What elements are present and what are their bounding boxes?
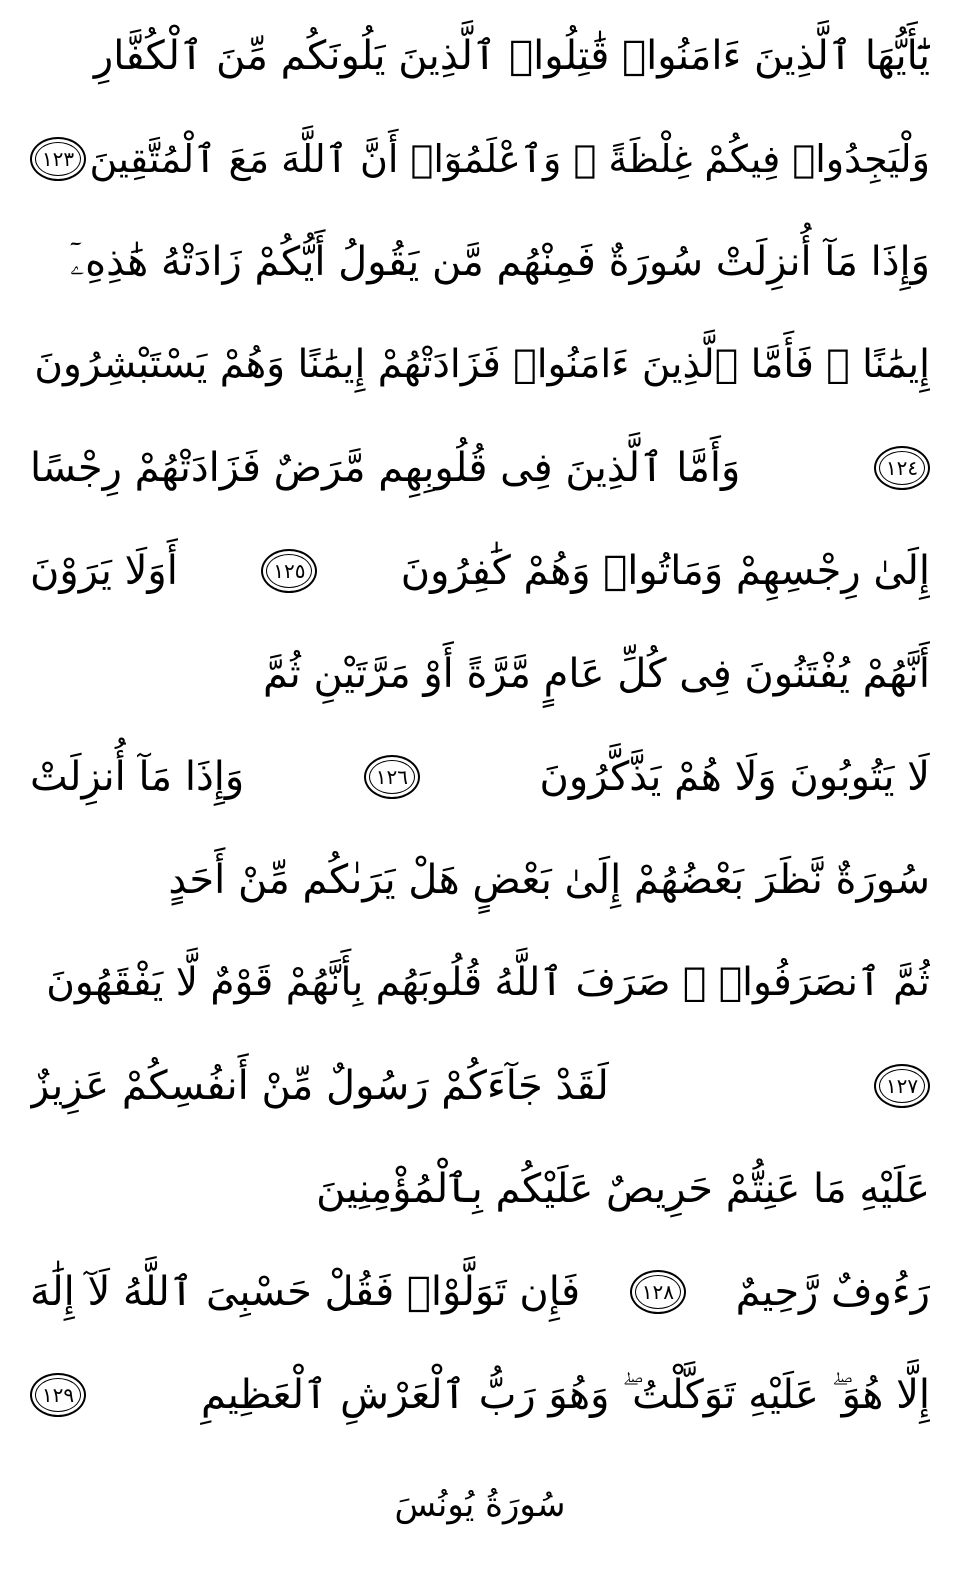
- ayah-number-marker: ١٢٩: [30, 1373, 86, 1417]
- verse-line: [30, 313, 930, 416]
- verse-text: وَإِذَا مَآ أُنزِلَتْ: [30, 753, 245, 800]
- ayah-number-marker: ١٢٤: [874, 446, 930, 490]
- verse-text: أَنَّهُمْ يُفْتَنُونَ فِى كُلِّ عَامٍ مَّرَّةً أَوْ مَرَّتَيْنِ ثُمَّ: [263, 650, 930, 697]
- verse-line: [30, 416, 930, 519]
- verse-text: وَإِذَا مَآ أُنزِلَتْ سُورَةٌ فَمِنْهُم مَّن يَقُولُ أَيُّكُمْ زَادَتْهُ هَٰذِهِۦٓ: [69, 238, 930, 285]
- verse-line: [30, 519, 930, 622]
- sura-title: سُورَةُ يُونُسَ: [394, 1485, 566, 1525]
- ayah-number-marker: ١٢٥: [261, 549, 317, 593]
- ayah-number-marker: ١٢٦: [364, 755, 420, 799]
- verse-line: [30, 1343, 930, 1446]
- verse-text: وَأَمَّا ٱلَّذِينَ فِى قُلُوبِهِم مَّرَضٌ فَزَادَتْهُمْ رِجْسًا: [30, 444, 741, 491]
- verse-line: [30, 622, 930, 725]
- ayah-number-marker: ١٢٨: [630, 1270, 686, 1314]
- verse-line: [30, 1240, 930, 1343]
- verse-text: لَقَدْ جَآءَكُمْ رَسُولٌ مِّنْ أَنفُسِكُمْ عَزِيزٌ: [30, 1062, 609, 1109]
- verse-line: [30, 1034, 930, 1137]
- verse-text: إِيمَٰنًا ۚ فَأَمَّا ٱلَّذِينَ ءَامَنُوا۟ فَزَادَتْهُمْ إِيمَٰنًا وَهُمْ يَسْتَبْشِرُونَ: [34, 342, 930, 387]
- verse-text: وَلْيَجِدُوا۟ فِيكُمْ غِلْظَةً ۚ وَٱعْلَمُوٓا۟ أَنَّ ٱللَّهَ مَعَ ٱلْمُتَّقِينَ: [89, 136, 930, 181]
- verse-text: أَوَلَا يَرَوْنَ: [30, 547, 178, 594]
- verse-line: [30, 931, 930, 1034]
- ayah-number-marker: ١٢٣: [30, 137, 86, 181]
- verse-text: ثُمَّ ٱنصَرَفُوا۟ ۚ صَرَفَ ٱللَّهُ قُلُوبَهُم بِأَنَّهُمْ قَوْمٌ لَّا يَفْقَهُونَ: [46, 960, 930, 1005]
- verse-line: [30, 828, 930, 931]
- verse-text: لَا يَتُوبُونَ وَلَا هُمْ يَذَّكَّرُونَ: [539, 753, 930, 800]
- verse-line: [30, 725, 930, 828]
- verse-lines: [30, 4, 930, 1446]
- verse-text: إِلَّا هُوَ ۖ عَلَيْهِ تَوَكَّلْتُ ۖ وَهُوَ رَبُّ ٱلْعَرْشِ ٱلْعَظِيمِ: [201, 1371, 930, 1418]
- verse-text: عَلَيْهِ مَا عَنِتُّمْ حَرِيصٌ عَلَيْكُم بِٱلْمُؤْمِنِينَ: [316, 1165, 930, 1212]
- verse-text: رَءُوفٌ رَّحِيمٌ: [735, 1268, 930, 1315]
- verse-text: سُورَةٌ نَّظَرَ بَعْضُهُمْ إِلَىٰ بَعْضٍ هَلْ يَرَىٰكُم مِّنْ أَحَدٍ: [168, 856, 930, 903]
- verse-line: [30, 1137, 930, 1240]
- verse-text: إِلَىٰ رِجْسِهِمْ وَمَاتُوا۟ وَهُمْ كَٰفِرُونَ: [400, 547, 930, 594]
- verse-line: [30, 107, 930, 210]
- verse-line: [30, 210, 930, 313]
- verse-line: [30, 4, 930, 107]
- verse-text: يَٰٓأَيُّهَا ٱلَّذِينَ ءَامَنُوا۟ قَٰتِلُوا۟ ٱلَّذِينَ يَلُونَكُم مِّنَ ٱلْكُفَّارِ: [93, 32, 930, 79]
- ayah-number-marker: ١٢٧: [874, 1064, 930, 1108]
- verse-text: فَإِن تَوَلَّوْا۟ فَقُلْ حَسْبِىَ ٱللَّهُ لَآ إِلَٰهَ: [30, 1268, 581, 1315]
